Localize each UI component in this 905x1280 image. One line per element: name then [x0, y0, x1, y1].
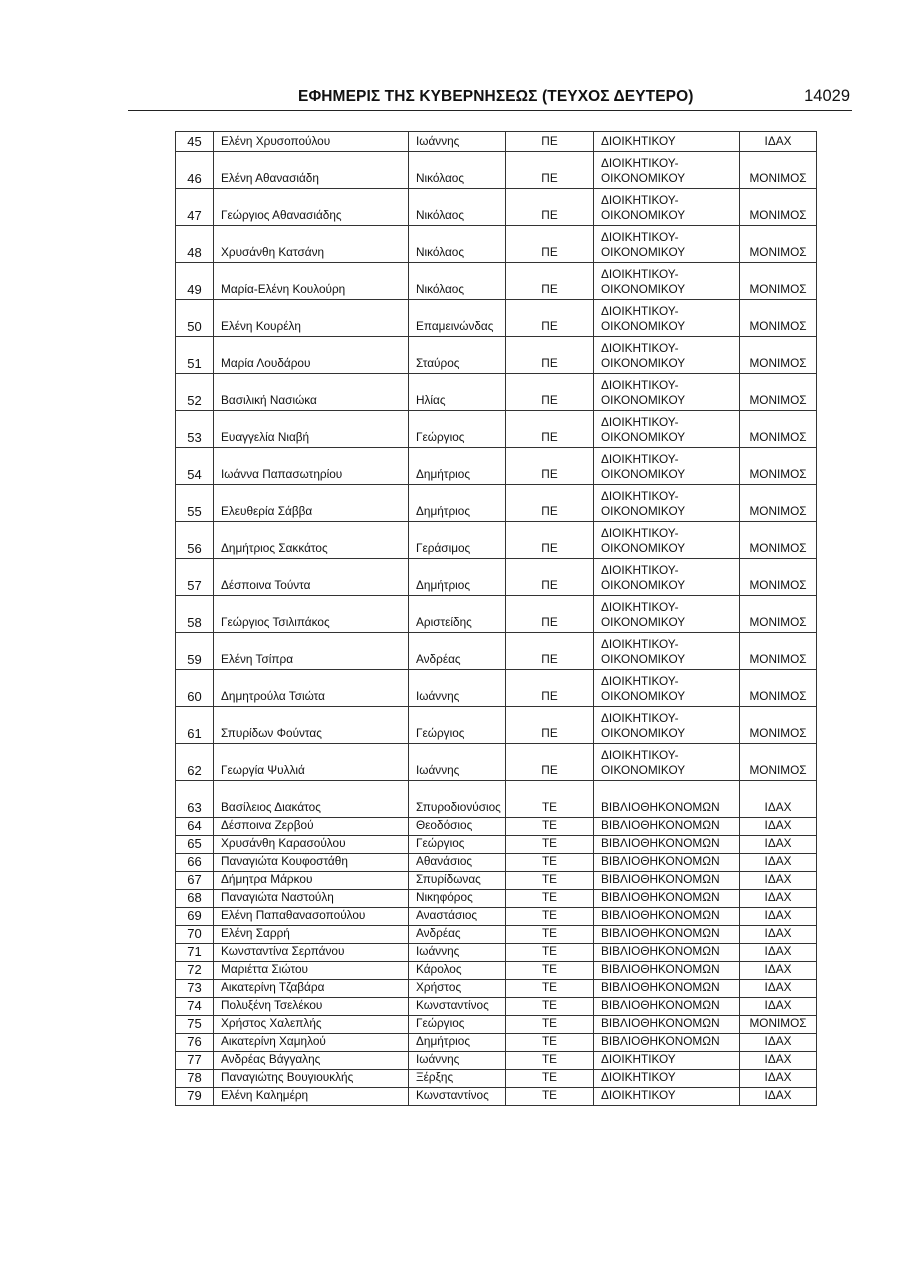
employment-type: ΙΔΑΧ — [740, 818, 817, 836]
education-level: ΠΕ — [506, 374, 594, 411]
job-branch: ΒΙΒΛΙΟΘΗΚΟΝΟΜΩΝ — [594, 818, 740, 836]
father-name: Κάρολος — [409, 962, 506, 980]
father-name: Ανδρέας — [409, 633, 506, 670]
employee-name: Δημήτριος Σακκάτος — [214, 522, 409, 559]
job-branch: ΒΙΒΛΙΟΘΗΚΟΝΟΜΩΝ — [594, 781, 740, 818]
employment-type: ΜΟΝΙΜΟΣ — [740, 744, 817, 781]
education-level: ΠΕ — [506, 189, 594, 226]
father-name: Νικόλαος — [409, 152, 506, 189]
employee-name: Ελένη Κουρέλη — [214, 300, 409, 337]
education-level: ΠΕ — [506, 596, 594, 633]
job-branch: ΔΙΟΙΚΗΤΙΚΟΥ-​ΟΙΚΟΝΟΜΙΚΟΥ — [594, 522, 740, 559]
education-level: ΤΕ — [506, 980, 594, 998]
father-name: Αριστείδης — [409, 596, 506, 633]
employment-type: ΜΟΝΙΜΟΣ — [740, 374, 817, 411]
page-number: 14029 — [804, 87, 850, 105]
job-branch: ΒΙΒΛΙΟΘΗΚΟΝΟΜΩΝ — [594, 962, 740, 980]
row-number: 45 — [176, 132, 214, 152]
education-level: ΠΕ — [506, 670, 594, 707]
job-branch: ΒΙΒΛΙΟΘΗΚΟΝΟΜΩΝ — [594, 836, 740, 854]
employee-name: Ελένη Σαρρή — [214, 926, 409, 944]
employee-name: Παναγιώτης Βουγιουκλής — [214, 1070, 409, 1088]
employment-type: ΜΟΝΙΜΟΣ — [740, 448, 817, 485]
row-number: 63 — [176, 781, 214, 818]
row-number: 73 — [176, 980, 214, 998]
job-branch: ΒΙΒΛΙΟΘΗΚΟΝΟΜΩΝ — [594, 998, 740, 1016]
father-name: Ξέρξης — [409, 1070, 506, 1088]
job-branch: ΒΙΒΛΙΟΘΗΚΟΝΟΜΩΝ — [594, 872, 740, 890]
personnel-table — [175, 131, 817, 1106]
job-branch: ΔΙΟΙΚΗΤΙΚΟΥ-​ΟΙΚΟΝΟΜΙΚΟΥ — [594, 744, 740, 781]
employment-type: ΙΔΑΧ — [740, 890, 817, 908]
father-name: Σπυρίδωνας — [409, 872, 506, 890]
employment-type: ΙΔΑΧ — [740, 944, 817, 962]
education-level: ΠΕ — [506, 559, 594, 596]
employee-name: Δημητρούλα Τσιώτα — [214, 670, 409, 707]
job-branch: ΒΙΒΛΙΟΘΗΚΟΝΟΜΩΝ — [594, 944, 740, 962]
employee-name: Βασιλική Νασιώκα — [214, 374, 409, 411]
employee-name: Χρήστος Χαλεπλής — [214, 1016, 409, 1034]
father-name: Δημήτριος — [409, 1034, 506, 1052]
employment-type: ΙΔΑΧ — [740, 926, 817, 944]
row-number: 72 — [176, 962, 214, 980]
employment-type: ΜΟΝΙΜΟΣ — [740, 633, 817, 670]
employee-name: Μαρία Λουδάρου — [214, 337, 409, 374]
employee-name: Ελένη Τσίπρα — [214, 633, 409, 670]
job-branch: ΒΙΒΛΙΟΘΗΚΟΝΟΜΩΝ — [594, 890, 740, 908]
employment-type: ΙΔΑΧ — [740, 872, 817, 890]
row-number: 78 — [176, 1070, 214, 1088]
table-row — [176, 998, 817, 1016]
job-branch: ΔΙΟΙΚΗΤΙΚΟΥ — [594, 1070, 740, 1088]
row-number: 58 — [176, 596, 214, 633]
employment-type: ΜΟΝΙΜΟΣ — [740, 411, 817, 448]
employee-name: Ελένη Αθανασιάδη — [214, 152, 409, 189]
row-number: 53 — [176, 411, 214, 448]
table-row — [176, 944, 817, 962]
education-level: ΤΕ — [506, 854, 594, 872]
employment-type: ΜΟΝΙΜΟΣ — [740, 559, 817, 596]
employee-name: Ελένη Χρυσοπούλου — [214, 132, 409, 152]
job-branch: ΔΙΟΙΚΗΤΙΚΟΥ-​ΟΙΚΟΝΟΜΙΚΟΥ — [594, 189, 740, 226]
employee-name: Ανδρέας Βάγγαλης — [214, 1052, 409, 1070]
employee-name: Παναγιώτα Ναστούλη — [214, 890, 409, 908]
job-branch: ΔΙΟΙΚΗΤΙΚΟΥ-​ΟΙΚΟΝΟΜΙΚΟΥ — [594, 300, 740, 337]
education-level: ΠΕ — [506, 132, 594, 152]
row-number: 56 — [176, 522, 214, 559]
row-number: 65 — [176, 836, 214, 854]
education-level: ΤΕ — [506, 1088, 594, 1106]
job-branch: ΔΙΟΙΚΗΤΙΚΟΥ-​ΟΙΚΟΝΟΜΙΚΟΥ — [594, 411, 740, 448]
row-number: 57 — [176, 559, 214, 596]
employment-type: ΜΟΝΙΜΟΣ — [740, 707, 817, 744]
row-number: 77 — [176, 1052, 214, 1070]
table-row — [176, 559, 817, 596]
row-number: 62 — [176, 744, 214, 781]
education-level: ΠΕ — [506, 152, 594, 189]
employee-name: Αικατερίνη Χαμηλού — [214, 1034, 409, 1052]
employment-type: ΙΔΑΧ — [740, 1070, 817, 1088]
employment-type: ΙΔΑΧ — [740, 854, 817, 872]
employment-type: ΙΔΑΧ — [740, 1034, 817, 1052]
father-name: Χρήστος — [409, 980, 506, 998]
employee-name: Δήμητρα Μάρκου — [214, 872, 409, 890]
father-name: Γεώργιος — [409, 707, 506, 744]
table-row — [176, 836, 817, 854]
row-number: 66 — [176, 854, 214, 872]
employment-type: ΙΔΑΧ — [740, 132, 817, 152]
employment-type: ΙΔΑΧ — [740, 836, 817, 854]
table-row — [176, 890, 817, 908]
employment-type: ΜΟΝΙΜΟΣ — [740, 189, 817, 226]
father-name: Νικόλαος — [409, 189, 506, 226]
employment-type: ΜΟΝΙΜΟΣ — [740, 263, 817, 300]
personnel-table-body — [176, 132, 817, 1106]
row-number: 69 — [176, 908, 214, 926]
table-row — [176, 1016, 817, 1034]
table-row — [176, 374, 817, 411]
job-branch: ΔΙΟΙΚΗΤΙΚΟΥ-​ΟΙΚΟΝΟΜΙΚΟΥ — [594, 337, 740, 374]
job-branch: ΒΙΒΛΙΟΘΗΚΟΝΟΜΩΝ — [594, 926, 740, 944]
row-number: 64 — [176, 818, 214, 836]
table-row — [176, 1034, 817, 1052]
education-level: ΤΕ — [506, 890, 594, 908]
table-row — [176, 908, 817, 926]
father-name: Γεώργιος — [409, 411, 506, 448]
father-name: Επαμεινώνδας — [409, 300, 506, 337]
table-row — [176, 926, 817, 944]
education-level: ΤΕ — [506, 1070, 594, 1088]
education-level: ΤΕ — [506, 818, 594, 836]
father-name: Νικόλαος — [409, 226, 506, 263]
employee-name: Μαρία-Ελένη Κουλούρη — [214, 263, 409, 300]
father-name: Γεώργιος — [409, 836, 506, 854]
education-level: ΠΕ — [506, 411, 594, 448]
page-header — [128, 86, 852, 111]
employee-name: Ιωάννα Παπασωτηρίου — [214, 448, 409, 485]
employment-type: ΜΟΝΙΜΟΣ — [740, 522, 817, 559]
table-row — [176, 670, 817, 707]
row-number: 79 — [176, 1088, 214, 1106]
job-branch: ΒΙΒΛΙΟΘΗΚΟΝΟΜΩΝ — [594, 980, 740, 998]
employment-type: ΙΔΑΧ — [740, 962, 817, 980]
education-level: ΠΕ — [506, 744, 594, 781]
education-level: ΤΕ — [506, 926, 594, 944]
education-level: ΤΕ — [506, 1052, 594, 1070]
employee-name: Γεωργία Ψυλλιά — [214, 744, 409, 781]
job-branch: ΔΙΟΙΚΗΤΙΚΟΥ-​ΟΙΚΟΝΟΜΙΚΟΥ — [594, 374, 740, 411]
father-name: Ανδρέας — [409, 926, 506, 944]
education-level: ΤΕ — [506, 944, 594, 962]
employment-type: ΜΟΝΙΜΟΣ — [740, 596, 817, 633]
row-number: 61 — [176, 707, 214, 744]
job-branch: ΒΙΒΛΙΟΘΗΚΟΝΟΜΩΝ — [594, 1034, 740, 1052]
employee-name: Χρυσάνθη Καρασούλου — [214, 836, 409, 854]
row-number: 46 — [176, 152, 214, 189]
father-name: Κωνσταντίνος — [409, 1088, 506, 1106]
job-branch: ΔΙΟΙΚΗΤΙΚΟΥ-​ΟΙΚΟΝΟΜΙΚΟΥ — [594, 226, 740, 263]
row-number: 60 — [176, 670, 214, 707]
father-name: Ιωάννης — [409, 670, 506, 707]
job-branch: ΔΙΟΙΚΗΤΙΚΟΥ — [594, 1052, 740, 1070]
table-row — [176, 980, 817, 998]
employee-name: Βασίλειος Διακάτος — [214, 781, 409, 818]
table-row — [176, 962, 817, 980]
employee-name: Ελένη Παπαθανασοπούλου — [214, 908, 409, 926]
employee-name: Παναγιώτα Κουφοστάθη — [214, 854, 409, 872]
father-name: Δημήτριος — [409, 559, 506, 596]
education-level: ΠΕ — [506, 337, 594, 374]
job-branch: ΔΙΟΙΚΗΤΙΚΟΥ-​ΟΙΚΟΝΟΜΙΚΟΥ — [594, 670, 740, 707]
employment-type: ΜΟΝΙΜΟΣ — [740, 485, 817, 522]
table-row — [176, 744, 817, 781]
education-level: ΤΕ — [506, 1034, 594, 1052]
employment-type: ΙΔΑΧ — [740, 980, 817, 998]
education-level: ΤΕ — [506, 872, 594, 890]
father-name: Κωνσταντίνος — [409, 998, 506, 1016]
job-branch: ΒΙΒΛΙΟΘΗΚΟΝΟΜΩΝ — [594, 908, 740, 926]
education-level: ΤΕ — [506, 836, 594, 854]
job-branch: ΔΙΟΙΚΗΤΙΚΟΥ-​ΟΙΚΟΝΟΜΙΚΟΥ — [594, 633, 740, 670]
table-row — [176, 226, 817, 263]
education-level: ΠΕ — [506, 707, 594, 744]
table-row — [176, 132, 817, 152]
employment-type: ΜΟΝΙΜΟΣ — [740, 152, 817, 189]
table-row — [176, 263, 817, 300]
father-name: Ιωάννης — [409, 1052, 506, 1070]
employee-name: Κωνσταντίνα Σερπάνου — [214, 944, 409, 962]
table-row — [176, 872, 817, 890]
employee-name: Μαριέττα Σιώτου — [214, 962, 409, 980]
table-row — [176, 1088, 817, 1106]
row-number: 47 — [176, 189, 214, 226]
employment-type: ΙΔΑΧ — [740, 1088, 817, 1106]
table-row — [176, 189, 817, 226]
row-number: 74 — [176, 998, 214, 1016]
employee-name: Ελευθερία Σάββα — [214, 485, 409, 522]
row-number: 51 — [176, 337, 214, 374]
table-row — [176, 818, 817, 836]
job-branch: ΒΙΒΛΙΟΘΗΚΟΝΟΜΩΝ — [594, 1016, 740, 1034]
father-name: Ιωάννης — [409, 744, 506, 781]
job-branch: ΔΙΟΙΚΗΤΙΚΟΥ-​ΟΙΚΟΝΟΜΙΚΟΥ — [594, 707, 740, 744]
row-number: 50 — [176, 300, 214, 337]
education-level: ΠΕ — [506, 263, 594, 300]
job-branch: ΔΙΟΙΚΗΤΙΚΟΥ-​ΟΙΚΟΝΟΜΙΚΟΥ — [594, 485, 740, 522]
education-level: ΤΕ — [506, 1016, 594, 1034]
table-row — [176, 781, 817, 818]
employment-type: ΙΔΑΧ — [740, 908, 817, 926]
father-name: Σταύρος — [409, 337, 506, 374]
employment-type: ΜΟΝΙΜΟΣ — [740, 300, 817, 337]
table-row — [176, 707, 817, 744]
job-branch: ΔΙΟΙΚΗΤΙΚΟΥ-​ΟΙΚΟΝΟΜΙΚΟΥ — [594, 152, 740, 189]
job-branch: ΔΙΟΙΚΗΤΙΚΟΥ — [594, 1088, 740, 1106]
row-number: 67 — [176, 872, 214, 890]
table-row — [176, 596, 817, 633]
row-number: 75 — [176, 1016, 214, 1034]
education-level: ΠΕ — [506, 226, 594, 263]
employment-type: ΜΟΝΙΜΟΣ — [740, 337, 817, 374]
job-branch: ΔΙΟΙΚΗΤΙΚΟΥ-​ΟΙΚΟΝΟΜΙΚΟΥ — [594, 596, 740, 633]
father-name: Ηλίας — [409, 374, 506, 411]
table-row — [176, 485, 817, 522]
father-name: Ιωάννης — [409, 132, 506, 152]
father-name: Σπυροδιονύσιος — [409, 781, 506, 818]
row-number: 76 — [176, 1034, 214, 1052]
education-level: ΠΕ — [506, 448, 594, 485]
job-branch: ΔΙΟΙΚΗΤΙΚΟΥ-​ΟΙΚΟΝΟΜΙΚΟΥ — [594, 263, 740, 300]
job-branch: ΔΙΟΙΚΗΤΙΚΟΥ-​ΟΙΚΟΝΟΜΙΚΟΥ — [594, 559, 740, 596]
employee-name: Αικατερίνη Τζαβάρα — [214, 980, 409, 998]
row-number: 70 — [176, 926, 214, 944]
education-level: ΤΕ — [506, 998, 594, 1016]
employment-type: ΜΟΝΙΜΟΣ — [740, 1016, 817, 1034]
employee-name: Γεώργιος Αθανασιάδης — [214, 189, 409, 226]
row-number: 68 — [176, 890, 214, 908]
father-name: Θεοδόσιος — [409, 818, 506, 836]
table-row — [176, 152, 817, 189]
father-name: Γεώργιος — [409, 1016, 506, 1034]
employee-name: Ευαγγελία Νιαβή — [214, 411, 409, 448]
employee-name: Σπυρίδων Φούντας — [214, 707, 409, 744]
table-row — [176, 854, 817, 872]
table-row — [176, 1052, 817, 1070]
education-level: ΠΕ — [506, 485, 594, 522]
employment-type: ΜΟΝΙΜΟΣ — [740, 670, 817, 707]
table-row — [176, 448, 817, 485]
table-row — [176, 633, 817, 670]
employee-name: Δέσποινα Τούντα — [214, 559, 409, 596]
father-name: Γεράσιμος — [409, 522, 506, 559]
father-name: Δημήτριος — [409, 448, 506, 485]
education-level: ΠΕ — [506, 633, 594, 670]
father-name: Ιωάννης — [409, 944, 506, 962]
employment-type: ΙΔΑΧ — [740, 781, 817, 818]
education-level: ΤΕ — [506, 962, 594, 980]
gazette-title: ΕΦΗΜΕΡΙΣ ΤΗΣ ΚΥΒΕΡΝΗΣΕΩΣ (ΤΕΥΧΟΣ ΔΕΥΤΕΡΟ) — [298, 88, 694, 105]
father-name: Δημήτριος — [409, 485, 506, 522]
father-name: Νικόλαος — [409, 263, 506, 300]
row-number: 48 — [176, 226, 214, 263]
education-level: ΠΕ — [506, 300, 594, 337]
row-number: 54 — [176, 448, 214, 485]
job-branch: ΒΙΒΛΙΟΘΗΚΟΝΟΜΩΝ — [594, 854, 740, 872]
row-number: 55 — [176, 485, 214, 522]
row-number: 52 — [176, 374, 214, 411]
education-level: ΤΕ — [506, 781, 594, 818]
employee-name: Πολυξένη Τσελέκου — [214, 998, 409, 1016]
table-row — [176, 300, 817, 337]
education-level: ΠΕ — [506, 522, 594, 559]
employee-name: Γεώργιος Τσιλιπάκος — [214, 596, 409, 633]
employment-type: ΙΔΑΧ — [740, 998, 817, 1016]
father-name: Αναστάσιος — [409, 908, 506, 926]
table-row — [176, 1070, 817, 1088]
job-branch: ΔΙΟΙΚΗΤΙΚΟΥ-​ΟΙΚΟΝΟΜΙΚΟΥ — [594, 448, 740, 485]
table-row — [176, 522, 817, 559]
job-branch: ΔΙΟΙΚΗΤΙΚΟΥ — [594, 132, 740, 152]
employee-name: Δέσποινα Ζερβού — [214, 818, 409, 836]
education-level: ΤΕ — [506, 908, 594, 926]
table-row — [176, 411, 817, 448]
table-row — [176, 337, 817, 374]
row-number: 59 — [176, 633, 214, 670]
row-number: 71 — [176, 944, 214, 962]
father-name: Αθανάσιος — [409, 854, 506, 872]
row-number: 49 — [176, 263, 214, 300]
employment-type: ΜΟΝΙΜΟΣ — [740, 226, 817, 263]
father-name: Νικηφόρος — [409, 890, 506, 908]
employee-name: Ελένη Καλημέρη — [214, 1088, 409, 1106]
employee-name: Χρυσάνθη Κατσάνη — [214, 226, 409, 263]
employment-type: ΙΔΑΧ — [740, 1052, 817, 1070]
